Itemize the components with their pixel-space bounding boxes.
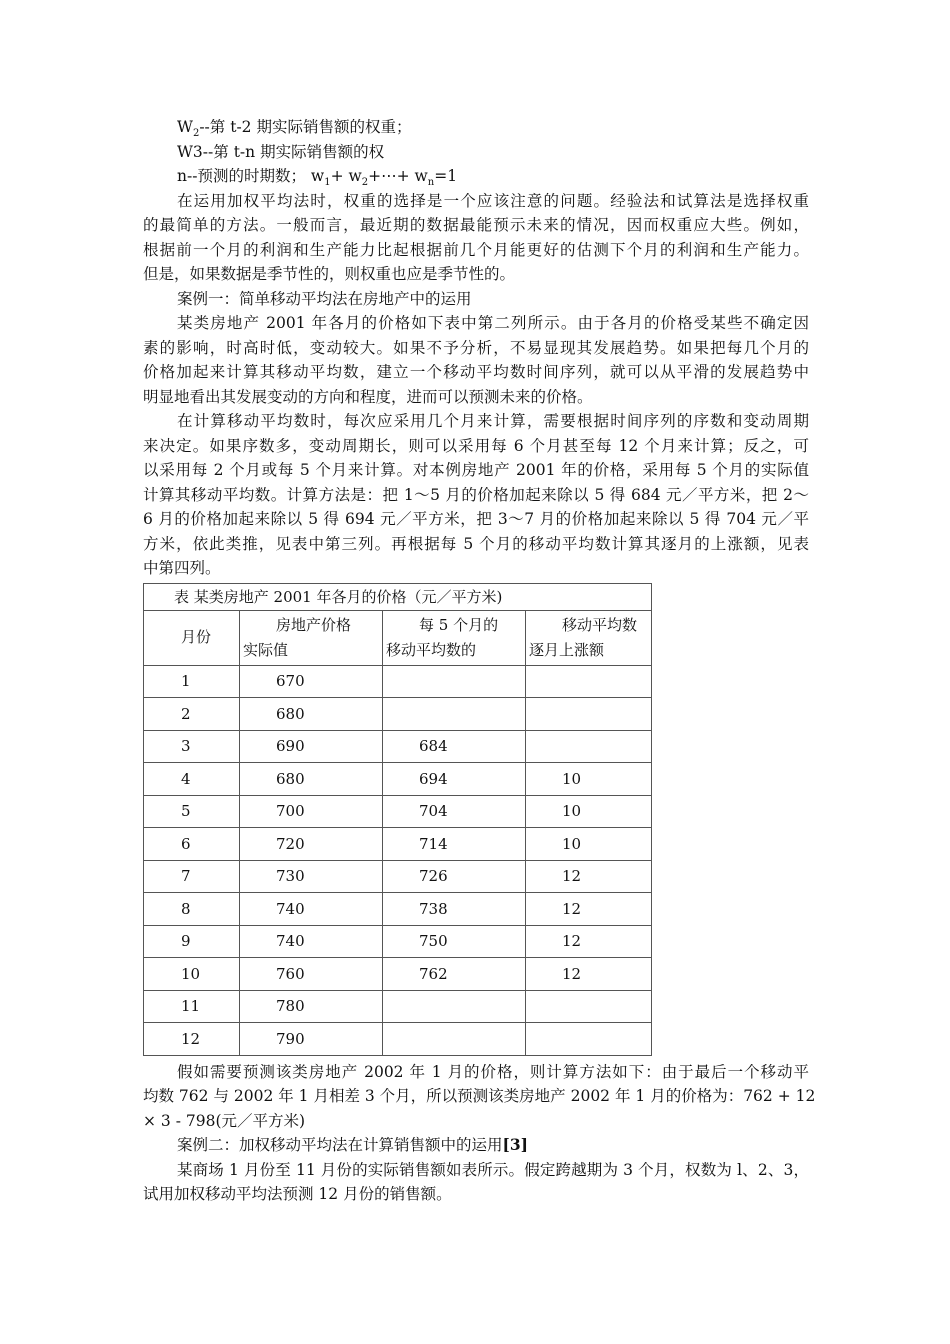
paragraph-line: 来决定。如果序数多，变动周期长，则可以采用每 6 个月甚至每 12 个月来计算；反之，可 [143,436,809,455]
cell-actual-price: 670 [240,665,383,698]
table-row [144,698,652,731]
table-header-row [144,610,652,665]
paragraph-line: 某商场 1 月份至 11 月份的实际销售额如表所示。假定跨越期为 3 个月，权数为 l、2、3， [177,1160,809,1179]
w2-symbol: W [177,118,193,136]
cell-monthly-increase [526,698,652,731]
document-page [143,115,816,1207]
weight-sum-formula: $w_1+$ $w_2+\cdots+ w_n=1$ [310,167,458,188]
paragraph-line: 价格加起来计算其移动平均数，建立一个移动平均数时间序列，就可以从平滑的发展趋势中 [143,363,809,381]
table-row [144,828,652,861]
cell-monthly-increase: 12 [526,958,652,991]
paragraph-line: 以采用每 2 个月或每 5 个月来计算。对本例房地产 2001 年的价格，采用每 5 个月的实际值 [143,461,809,479]
citation-reference[interactable]: [3] [502,1135,528,1154]
w2-text: --第 t-2 期实际销售额的权重； [199,118,412,136]
cell-moving-average: 704 [383,795,526,828]
paragraph-line: 的最简单的方法。一般而言，最近期的数据最能预示未来的情况，因而权重应大些。例如， [143,216,809,234]
table-row [144,990,652,1023]
paragraph-line: 在计算移动平均数时，每次应采用几个月来计算，需要根据时间序列的序数和变动周期 [177,412,809,430]
cell-monthly-increase [526,665,652,698]
table-row [144,1023,652,1056]
paragraph-line: 明显地看出其发展变动的方向和程度，进而可以预测未来的价格。 [143,387,593,406]
cell-monthly-increase: 12 [526,925,652,958]
cell-monthly-increase: 10 [526,763,652,796]
cell-actual-price: 730 [240,860,383,893]
cell-moving-average: 726 [383,860,526,893]
cell-month: 5 [144,795,240,828]
paragraph-line: 根据前一个月的利润和生产能力比起根据前几个月能更好的估测下个月的利润和生产能力。 [143,240,809,259]
definition-w2 [143,115,809,140]
cell-monthly-increase: 10 [526,795,652,828]
cell-month: 7 [144,860,240,893]
cell-month: 8 [144,893,240,926]
cell-month: 6 [144,828,240,861]
paragraph-line: 但是，如果数据是季节性的，则权重也应是季节性的。 [143,265,516,283]
paragraph-line: 某类房地产 2001 年各月的价格如下表中第二列所示。由于各月的价格受某些不确定因 [177,314,809,332]
header-month: 月份 [144,610,240,665]
cell-month: 9 [144,925,240,958]
cell-monthly-increase: 12 [526,860,652,893]
table-row [144,860,652,893]
definition-w3: W3--第 t-n 期实际销售额的权 [177,142,385,161]
paragraph-case1-method [143,409,809,581]
cell-actual-price: 760 [240,958,383,991]
case1-heading: 案例一：简单移动平均法在房地产中的运用 [177,289,472,308]
cell-month: 12 [144,1023,240,1056]
cell-actual-price: 780 [240,990,383,1023]
paragraph-weights [143,189,809,287]
cell-moving-average [383,1023,526,1056]
cell-actual-price: 680 [240,763,383,796]
paragraph-line: 素的影响，时高时低，变动较大。如果不予分析，不易显现其发展趋势。如果把每几个月的 [143,338,809,357]
cell-actual-price: 700 [240,795,383,828]
cell-monthly-increase: 10 [526,828,652,861]
cell-actual-price: 740 [240,925,383,958]
cell-moving-average: 750 [383,925,526,958]
n-text: n--预测的时期数； [177,167,306,185]
cell-monthly-increase [526,730,652,763]
cell-moving-average: 694 [383,763,526,796]
cell-moving-average [383,990,526,1023]
paragraph-line: 在运用加权平均法时，权重的选择是一个应该注意的问题。经验法和试算法是选择权重 [177,191,809,210]
cell-actual-price: 690 [240,730,383,763]
header-actual-price: 房地产价格 实际值 [240,610,383,665]
cell-moving-average [383,665,526,698]
paragraph-line: 计算其移动平均数。计算方法是：把 1～5 月的价格加起来除以 5 得 684 元／平方米，把 2～ [143,485,809,504]
cell-moving-average: 738 [383,893,526,926]
paragraph-line: 试用加权移动平均法预测 12 月份的销售额。 [143,1185,452,1203]
table-row [144,893,652,926]
cell-month: 2 [144,698,240,731]
paragraph-line: 均数 762 与 2002 年 1 月相差 3 个月，所以预测该类房地产 2002 年 1 月的价格为：762 + 12 [143,1087,816,1105]
paragraph-line: 方米，依此类推，见表中第三列。再根据每 5 个月的移动平均数计算其逐月的上涨额，见表 [143,534,809,553]
price-table [143,583,652,1056]
table-row [144,958,652,991]
cell-actual-price: 740 [240,893,383,926]
cell-month: 1 [144,665,240,698]
cell-monthly-increase [526,1023,652,1056]
w2-subscript: 2 [192,128,200,139]
cell-moving-average [383,698,526,731]
paragraph-line: × 3 - 798(元／平方米) [143,1111,306,1130]
table-row [144,795,652,828]
cell-monthly-increase: 12 [526,893,652,926]
cell-moving-average: 714 [383,828,526,861]
table-caption: 表 某类房地产 2001 年各月的价格（元／平方米) [144,583,652,610]
table-row [144,925,652,958]
cell-monthly-increase [526,990,652,1023]
definition-n [143,164,809,189]
cell-actual-price: 720 [240,828,383,861]
cell-month: 10 [144,958,240,991]
cell-actual-price: 680 [240,698,383,731]
case2-heading: 案例二：加权移动平均法在计算销售额中的运用[3] [177,1135,528,1154]
cell-month: 11 [144,990,240,1023]
header-moving-average: 每 5 个月的 移动平均数的 [383,610,526,665]
paragraph-case1-intro [143,311,809,409]
table-row [144,665,652,698]
cell-month: 3 [144,730,240,763]
paragraph-forecast [143,1060,816,1134]
cell-moving-average: 684 [383,730,526,763]
cell-actual-price: 790 [240,1023,383,1056]
header-monthly-increase: 移动平均数 逐月上涨额 [526,610,652,665]
paragraph-line: 假如需要预测该类房地产 2002 年 1 月的价格，则计算方法如下：由于最后一个移动平 [177,1062,809,1081]
cell-moving-average: 762 [383,958,526,991]
paragraph-line: 6 月的价格加起来除以 5 得 694 元／平方米，把 3～7 月的价格加起来除以 5 得 704 元／平 [143,510,809,528]
cell-month: 4 [144,763,240,796]
paragraph-line: 中第四列。 [143,559,221,577]
paragraph-case2-intro [143,1158,809,1207]
table-row [144,730,652,763]
table-row [144,763,652,796]
